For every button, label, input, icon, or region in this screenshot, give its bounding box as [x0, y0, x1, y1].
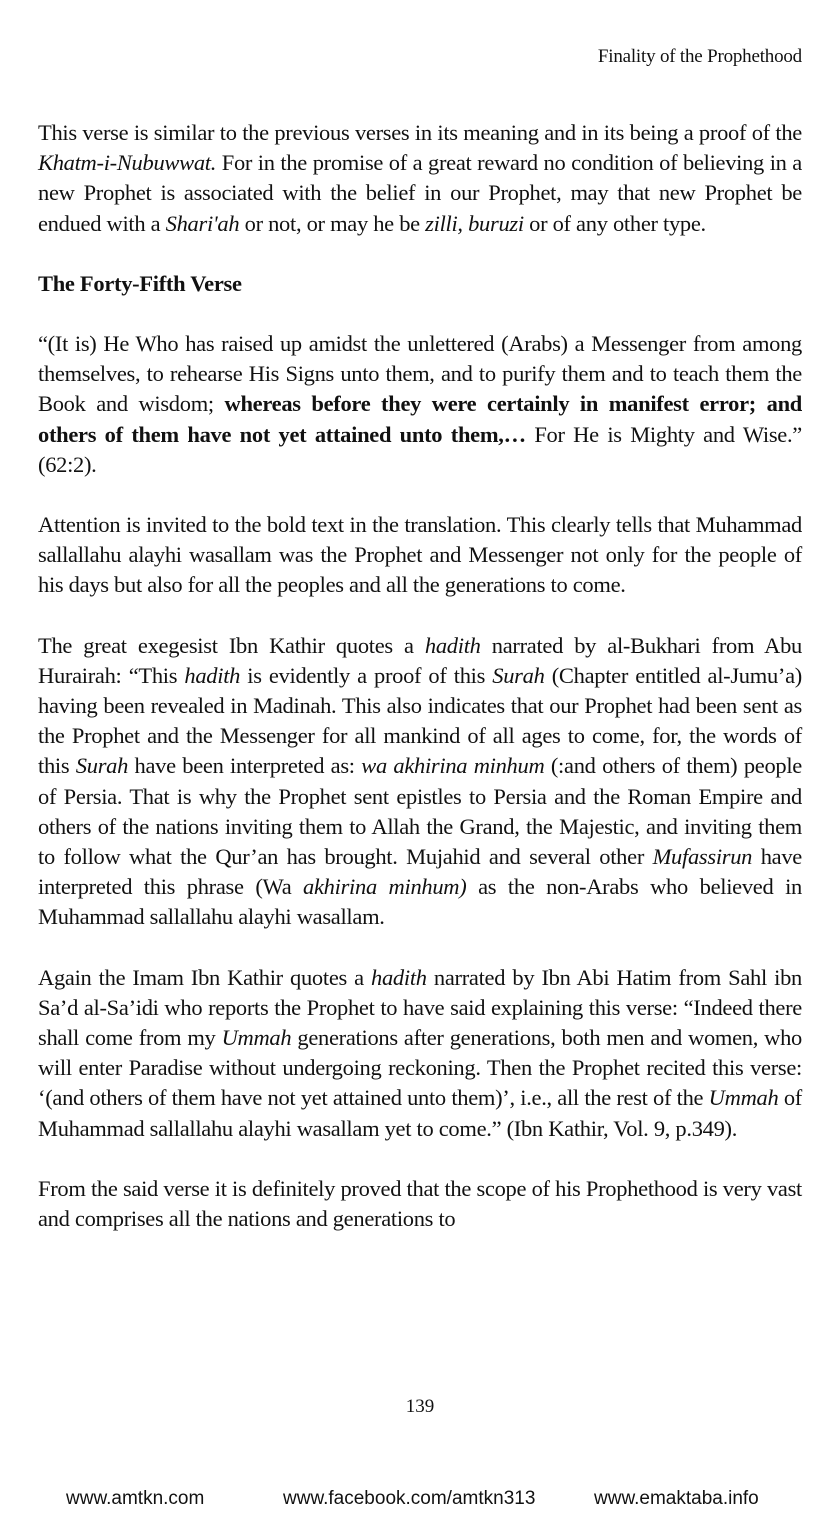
text-run: is evidently a proof of this: [240, 662, 493, 688]
italic-run: Khatm-i-Nubuwwat.: [38, 150, 217, 176]
page-number: 139: [405, 1396, 435, 1417]
italic-run: Ummah: [221, 1025, 292, 1051]
italic-run: Shari'ah: [165, 210, 240, 236]
text-run: as the non-Arabs who believed in Muhammad sallallahu alayhi wasallam.: [38, 874, 802, 930]
text-run: (Chapter entitled al-Jumu’a) having been revealed in Madinah. This also indicates that our Prophet had been sent as the Prophet and the Messenger for all mankind of all ages to come, for, the words of this: [38, 662, 802, 779]
text-run: of Muhammad sallallahu alayhi wasallam yet to come.” (Ibn Kathir, Vol. 9, p.349).: [38, 1085, 802, 1141]
text-run: For He is Mighty and Wise.” (62:2).: [38, 421, 802, 477]
italic-run: Mufassirun: [652, 844, 753, 870]
italic-run: hadith: [424, 632, 481, 658]
footer-link-facebook[interactable]: www.facebook.com/amtkn313: [283, 1488, 536, 1509]
text-run: have been interpreted as:: [128, 753, 362, 779]
text-run: “(It is) He Who has raised up amidst the unlettered (Arabs) a Messenger from among themselves, to rehearse His Signs unto them, and to purify them and to teach them the Book and wisdom;: [38, 331, 802, 417]
paragraph-3: [38, 510, 802, 601]
italic-run: Surah: [492, 662, 545, 688]
section-heading: The Forty-Fifth Verse: [38, 270, 242, 296]
text-run: For in the promise of a great reward no condition of believing in a new Prophet is associated with the belief in our Prophet, may that new Prophet be endued with a: [38, 150, 802, 236]
text-run: Attention is invited to the bold text in the translation. This clearly tells that Muhammad sallallahu alayhi wasallam was the Prophet and Messenger not only for the people of his days but also for all the peoples and all the generations to come.: [38, 512, 802, 598]
paragraph-4: [38, 631, 802, 933]
text-run: narrated by al-Bukhari from Abu Hurairah: “This: [38, 632, 802, 688]
text-run: This verse is similar to the previous verses in its meaning and in its being a proof of the: [38, 120, 802, 145]
footer-link-emaktaba[interactable]: www.emaktaba.info: [594, 1488, 759, 1509]
paragraph-5: [38, 963, 802, 1144]
footer-link-amtkn[interactable]: www.amtkn.com: [66, 1488, 205, 1509]
italic-run: akhirina minhum): [303, 874, 467, 900]
text-run: generations after generations, both men and women, who will enter Paradise without undergoing reckoning. Then the Prophet recited this verse: ‘(and others of them have not yet attained unto them)’, i.e., all the rest of the: [38, 1025, 802, 1111]
text-run: (:and others of them) people of Persia. That is why the Prophet sent epistles to Persia and the Roman Empire and others of the nations inviting them to Allah the Grand, the Majestic, and inviting them to follow what the Qur’an has brought. Mujahid and several other: [38, 753, 802, 870]
bold-run: whereas before they were certainly in manifest error; and others of them have not yet attained unto them,…: [38, 391, 802, 447]
text-run: or not, or may he be: [239, 210, 426, 236]
text-run: narrated by Ibn Abi Hatim from Sahl ibn Sa’d al-Sa’idi who reports the Prophet to have said explaining this verse: “Indeed there shall come from my: [38, 964, 802, 1051]
text-run: Again the Imam Ibn Kathir quotes a: [38, 964, 372, 990]
italic-run: hadith: [371, 964, 427, 990]
text-run: have interpreted this phrase (Wa: [38, 844, 802, 900]
paragraph-6: [38, 1174, 802, 1234]
paragraph-verse-quote: [38, 329, 802, 480]
body-text: [38, 118, 802, 1264]
paragraph-1: [38, 118, 802, 239]
running-header: Finality of the Prophethood: [597, 46, 802, 67]
text-run: From the said verse it is definitely proved that the scope of his Prophethood is very vast and comprises all the nations and generations to: [38, 1175, 802, 1232]
italic-run: hadith: [184, 662, 241, 688]
italic-run: Ummah: [708, 1085, 779, 1111]
italic-run: Surah: [75, 753, 129, 779]
text-run: or of any other type.: [523, 210, 706, 236]
italic-run: wa akhirina minhum: [361, 753, 545, 779]
text-run: The great exegesist Ibn Kathir quotes a: [38, 632, 425, 658]
italic-run: zilli, buruzi: [425, 210, 524, 236]
